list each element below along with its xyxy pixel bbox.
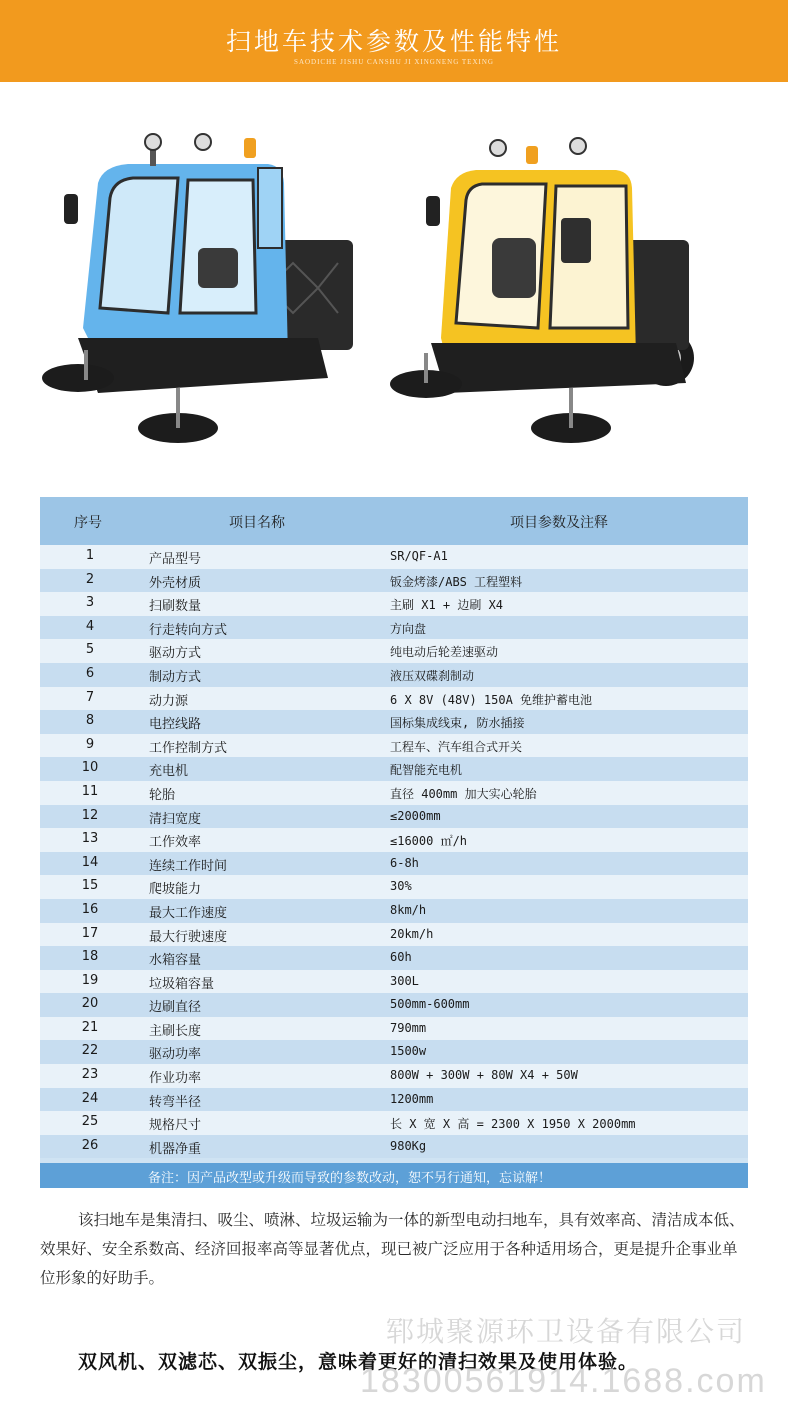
row-item-name: 机器净重 <box>149 1141 202 1157</box>
row-number: 14 <box>81 854 99 870</box>
row-item-name: 驱动方式 <box>149 646 202 662</box>
banner-title: 扫地车技术参数及性能特性 <box>225 27 562 56</box>
table-header <box>40 497 748 545</box>
row-item-name: 产品型号 <box>149 552 202 567</box>
header-no: 序号 <box>74 515 102 531</box>
row-number: 11 <box>81 783 99 799</box>
row-item-value: 300L <box>390 973 419 988</box>
title-banner <box>0 0 788 82</box>
row-item-name: 爬坡能力 <box>149 882 202 898</box>
row-item-value: 长 X 宽 X 高 = 2300 X 1950 X 2000mm <box>390 1117 636 1132</box>
watermark-phone: 18300561914.1688.com <box>360 1362 767 1400</box>
row-number: 6 <box>85 665 95 681</box>
row-item-value: 国标集成线束, 防水插接 <box>390 716 525 731</box>
row-number: 3 <box>85 595 95 611</box>
row-number: 5 <box>85 642 95 658</box>
row-item-name: 扫刷数量 <box>149 599 202 615</box>
row-item-value: 配智能充电机 <box>390 763 463 778</box>
row-item-name: 工作效率 <box>149 835 202 851</box>
row-item-value: 主刷 X1 + 边刷 X4 <box>390 598 504 613</box>
row-item-value: 液压双碟刹制动 <box>390 668 475 683</box>
row-number: 25 <box>81 1114 99 1130</box>
row-number: 24 <box>81 1090 99 1106</box>
row-item-name: 水箱容量 <box>149 953 202 969</box>
row-number: 22 <box>81 1043 99 1059</box>
table-row <box>40 1064 748 1088</box>
row-item-name: 最大行驶速度 <box>149 929 228 945</box>
table-row <box>40 993 748 1017</box>
row-number: 7 <box>85 689 95 705</box>
row-item-value: 1200mm <box>390 1091 434 1106</box>
row-item-name: 驱动功率 <box>149 1047 202 1063</box>
table-row <box>40 781 748 805</box>
row-item-value: 790mm <box>390 1020 427 1035</box>
row-number: 19 <box>81 972 99 988</box>
row-item-name: 制动方式 <box>149 669 202 685</box>
row-item-name: 连续工作时间 <box>149 858 228 874</box>
table-row <box>40 970 748 994</box>
row-item-value: ≤2000mm <box>390 808 441 823</box>
row-item-name: 电控线路 <box>149 717 202 733</box>
table-row <box>40 899 748 923</box>
header-name: 项目名称 <box>229 515 285 531</box>
row-number: 9 <box>85 736 95 752</box>
table-row <box>40 545 748 569</box>
spec-table <box>40 497 748 1188</box>
row-item-value: 20km/h <box>390 926 434 941</box>
table-row <box>40 1111 748 1135</box>
row-item-value: 980Kg <box>390 1138 427 1153</box>
row-number: 15 <box>81 878 99 894</box>
row-item-value: ≤16000 ㎡/h <box>390 834 468 849</box>
row-number: 12 <box>81 807 99 823</box>
table-row <box>40 1088 748 1112</box>
table-row <box>40 569 748 593</box>
row-item-value: 直径 400mm 加大实心轮胎 <box>390 786 537 801</box>
row-item-value: 500mm-600mm <box>390 997 470 1012</box>
blue-sweeper-image <box>38 128 378 458</box>
row-item-value: 800W + 300W + 80W X4 + 50W <box>390 1068 578 1083</box>
row-item-value: 60h <box>390 950 412 965</box>
table-row <box>40 663 748 687</box>
row-number: 18 <box>81 949 99 965</box>
table-note: 备注：因产品改型或升级而导致的参数改动，恕不另行通知，忘谅解！ <box>40 1163 748 1188</box>
table-row <box>40 805 748 829</box>
row-item-value: SR/QF-A1 <box>390 549 448 563</box>
yellow-sweeper-image <box>386 128 726 458</box>
table-row <box>40 828 748 852</box>
header-value: 项目参数及注释 <box>510 515 608 531</box>
row-number: 13 <box>81 831 99 847</box>
table-row <box>40 1017 748 1041</box>
row-item-name: 行走转向方式 <box>149 622 228 638</box>
row-item-value: 钣金烤漆/ABS 工程塑料 <box>390 574 523 589</box>
row-number: 20 <box>81 996 99 1012</box>
row-item-name: 工作控制方式 <box>149 740 228 756</box>
row-number: 26 <box>81 1137 99 1153</box>
row-item-value: 纯电动后轮差速驱动 <box>390 645 499 660</box>
row-item-name: 最大工作速度 <box>149 905 228 921</box>
row-item-value: 6 X 8V (48V) 150A 免维护蓄电池 <box>390 692 593 707</box>
row-item-value: 方向盘 <box>390 621 427 636</box>
table-body <box>40 545 748 1158</box>
row-item-value: 1500w <box>390 1044 427 1059</box>
table-row <box>40 1135 748 1159</box>
row-item-name: 外壳材质 <box>149 575 202 591</box>
row-number: 16 <box>81 901 99 917</box>
row-number: 17 <box>81 925 99 941</box>
tagline: 双风机、双滤芯、双振尘，意味着更好的清扫效果及使用体验。 <box>78 1351 639 1373</box>
row-item-value: 工程车、汽车组合式开关 <box>390 739 523 754</box>
intro-paragraph: 该扫地车是集清扫、吸尘、喷淋、垃圾运输为一体的新型电动扫地车，具有效率高、清洁成本低、效果好、安全系数高、经济回报率高等显著优点，现已被广泛应用于各种适用场合，更是提升企事业单位形象的好助手。 <box>40 1211 745 1287</box>
row-item-value: 8km/h <box>390 902 427 917</box>
row-item-name: 动力源 <box>149 693 189 709</box>
row-item-name: 轮胎 <box>149 787 176 803</box>
row-number: 2 <box>85 571 95 587</box>
row-number: 23 <box>81 1067 99 1083</box>
row-item-name: 边刷直径 <box>149 1000 202 1016</box>
row-item-name: 作业功率 <box>149 1071 202 1087</box>
row-item-name: 充电机 <box>149 764 189 780</box>
row-number: 1 <box>85 548 95 563</box>
table-row <box>40 923 748 947</box>
row-number: 10 <box>81 760 99 776</box>
row-item-name: 垃圾箱容量 <box>149 976 215 992</box>
row-item-value: 6-8h <box>390 855 419 870</box>
row-number: 4 <box>85 618 95 634</box>
row-item-name: 清扫宽度 <box>149 811 202 827</box>
table-row <box>40 875 748 899</box>
table-row <box>40 946 748 970</box>
row-item-name: 转弯半径 <box>149 1094 202 1110</box>
table-row <box>40 710 748 734</box>
table-row <box>40 852 748 876</box>
table-row <box>40 639 748 663</box>
table-row <box>40 687 748 711</box>
row-item-name: 主刷长度 <box>149 1023 202 1039</box>
row-number: 8 <box>85 713 95 729</box>
row-item-value: 30% <box>390 879 412 894</box>
table-row <box>40 592 748 616</box>
banner-subtitle: SAODICHE JISHU CANSHU JI XINGNENG TEXING <box>294 58 494 66</box>
table-row <box>40 757 748 781</box>
row-number: 21 <box>81 1019 99 1035</box>
table-row <box>40 1040 748 1064</box>
watermark-company: 郓城聚源环卫设备有限公司 <box>386 1315 747 1348</box>
table-row <box>40 616 748 640</box>
table-row <box>40 734 748 758</box>
row-item-name: 规格尺寸 <box>149 1118 202 1134</box>
